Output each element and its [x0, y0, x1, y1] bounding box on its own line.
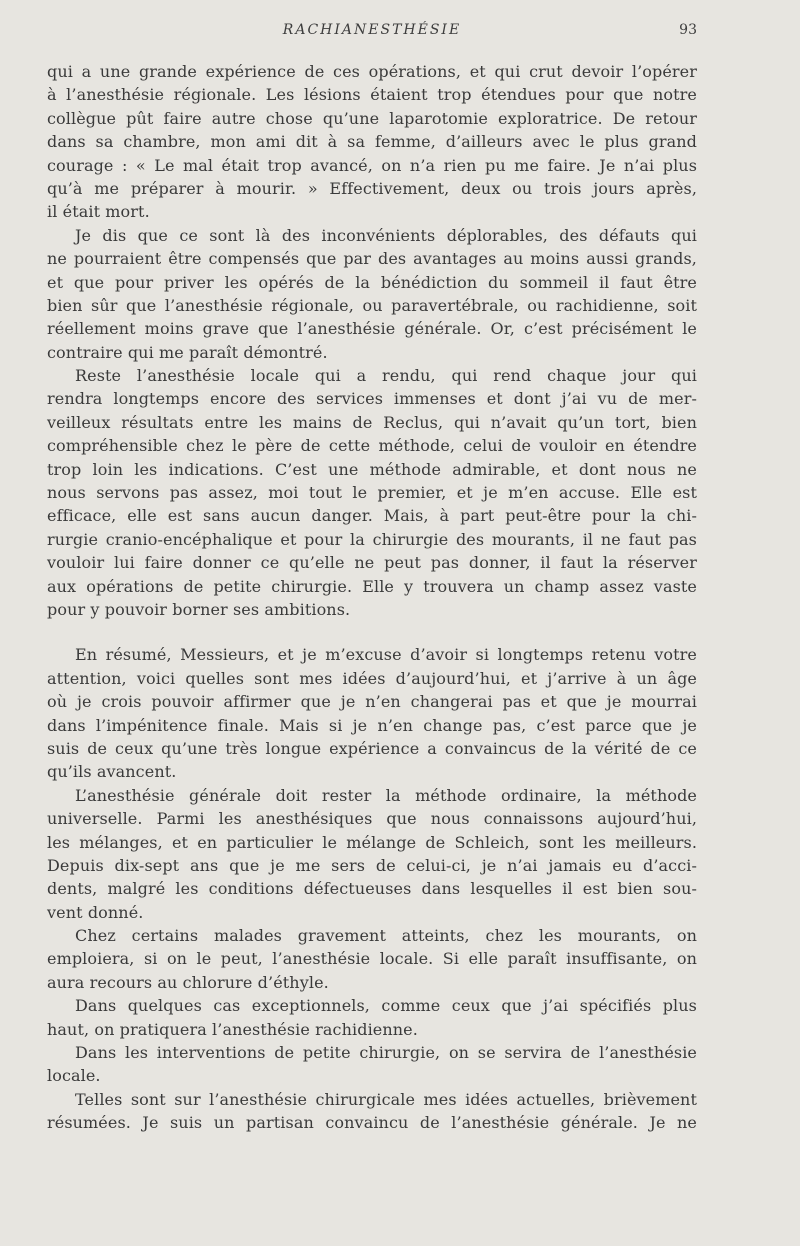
text-line: résumées. Je suis un partisan convaincu de l’anesthésie générale. Je ne	[47, 1113, 697, 1133]
running-title: RACHIANESTHÉSIE	[282, 22, 462, 38]
text-line: les mélanges, et en particulier le mélange de Schleich, sont les meilleurs.	[47, 832, 697, 852]
text-line: contraire qui me paraît démontré.	[47, 342, 328, 362]
text-line: emploiera, si on le peut, l’anesthésie locale. Si elle paraît insuffisante, on	[47, 949, 697, 969]
text-line: dans sa chambre, mon ami dit à sa femme, d’ailleurs avec le plus grand	[47, 132, 697, 152]
text-line: réellement moins grave que l’anesthésie générale. Or, c’est précisément le	[47, 319, 697, 339]
text-line: pour y pouvoir borner ses ambitions.	[47, 599, 351, 619]
text-line: Dans quelques cas exceptionnels, comme ceux que j’ai spécifiés plus	[75, 996, 697, 1016]
text-line: et que pour priver les opérés de la bénédiction du sommeil il faut être	[47, 272, 697, 292]
text-line: Dans les interventions de petite chirurgie, on se servira de l’anesthésie	[75, 1043, 697, 1063]
text-line: nous servons pas assez, moi tout le premier, et je m’en accuse. Elle est	[47, 483, 697, 503]
text-line: trop loin les indications. C’est une méthode admirable, et dont nous ne	[47, 459, 697, 479]
text-line: Je dis que ce sont là des inconvénients déplorables, des défauts qui	[75, 225, 697, 245]
text-line: universelle. Parmi les anesthésiques que nous connaissons aujourd’hui,	[47, 809, 697, 829]
text-line: il était mort.	[47, 202, 150, 222]
text-line: Depuis dix-sept ans que je me sers de celui-ci, je n’ai jamais eu d’acci-	[47, 855, 697, 875]
body-text	[47, 60, 697, 1135]
text-line: qui a une grande expérience de ces opérations, et qui crut devoir l’opérer	[47, 62, 697, 81]
text-line: dents, malgré les conditions défectueuses dans lesquelles il est bien sou-	[47, 879, 697, 899]
page-number: 93	[679, 22, 697, 38]
text-line: rendra longtemps encore des services immenses et dont j’ai vu de mer-	[47, 389, 697, 409]
text-line: qu’à me préparer à mourir. » Effectivement, deux ou trois jours après,	[47, 178, 697, 198]
text-line: haut, on pratiquera l’anesthésie rachidienne.	[47, 1019, 418, 1039]
text-line: veilleux résultats entre les mains de Reclus, qui n’avait qu’un tort, bien	[47, 412, 697, 432]
text-line: bien sûr que l’anesthésie régionale, ou paravertébrale, ou rachidienne, soit	[47, 295, 697, 315]
text-line: Reste l’anesthésie locale qui a rendu, qui rend chaque jour qui	[75, 366, 697, 386]
text-line: rurgie cranio-encéphalique et pour la chirurgie des mourants, il ne faut pas	[47, 529, 697, 549]
text-line: Telles sont sur l’anesthésie chirurgicale mes idées actuelles, brièvement	[75, 1089, 697, 1109]
text-line: suis de ceux qu’une très longue expérience a convaincus de la vérité de ce	[47, 738, 697, 758]
text-line: à l’anesthésie régionale. Les lésions étaient trop étendues pour que notre	[47, 85, 697, 105]
text-line: compréhensible chez le père de cette méthode, celui de vouloir en étendre	[47, 436, 697, 456]
text-line: aura recours au chlorure d’éthyle.	[47, 972, 329, 992]
text-line: locale.	[47, 1066, 101, 1086]
text-line: courage : « Le mal était trop avancé, on n’a rien pu me faire. Je n’ai plus	[47, 155, 697, 175]
text-line: efficace, elle est sans aucun danger. Mais, à part peut-être pour la chi-	[47, 506, 697, 526]
text-line: L’anesthésie générale doit rester la méthode ordinaire, la méthode	[75, 785, 697, 805]
text-line: vouloir lui faire donner ce qu’elle ne peut pas donner, il faut la réserver	[47, 553, 697, 573]
section-gap	[47, 621, 697, 643]
text-line: Chez certains malades gravement atteints, chez les mourants, on	[75, 926, 697, 946]
text-line: En résumé, Messieurs, et je m’excuse d’avoir si longtemps retenu votre	[75, 645, 697, 665]
text-line: où je crois pouvoir affirmer que je n’en changerai pas et que je mourrai	[47, 692, 697, 712]
text-line: aux opérations de petite chirurgie. Elle y trouvera un champ assez vaste	[47, 576, 697, 596]
text-line: collègue pût faire autre chose qu’une laparotomie exploratrice. De retour	[47, 108, 697, 128]
text-line: ne pourraient être compensés que par des avantages au moins aussi grands,	[47, 249, 697, 269]
text-line: attention, voici quelles sont mes idées d’aujourd’hui, et j’arrive à un âge	[47, 668, 697, 688]
text-line: vent donné.	[47, 902, 144, 922]
page-header	[47, 22, 697, 42]
text-line: qu’ils avancent.	[47, 762, 177, 782]
text-line: dans l’impénitence finale. Mais si je n’en change pas, c’est parce que je	[47, 715, 697, 735]
